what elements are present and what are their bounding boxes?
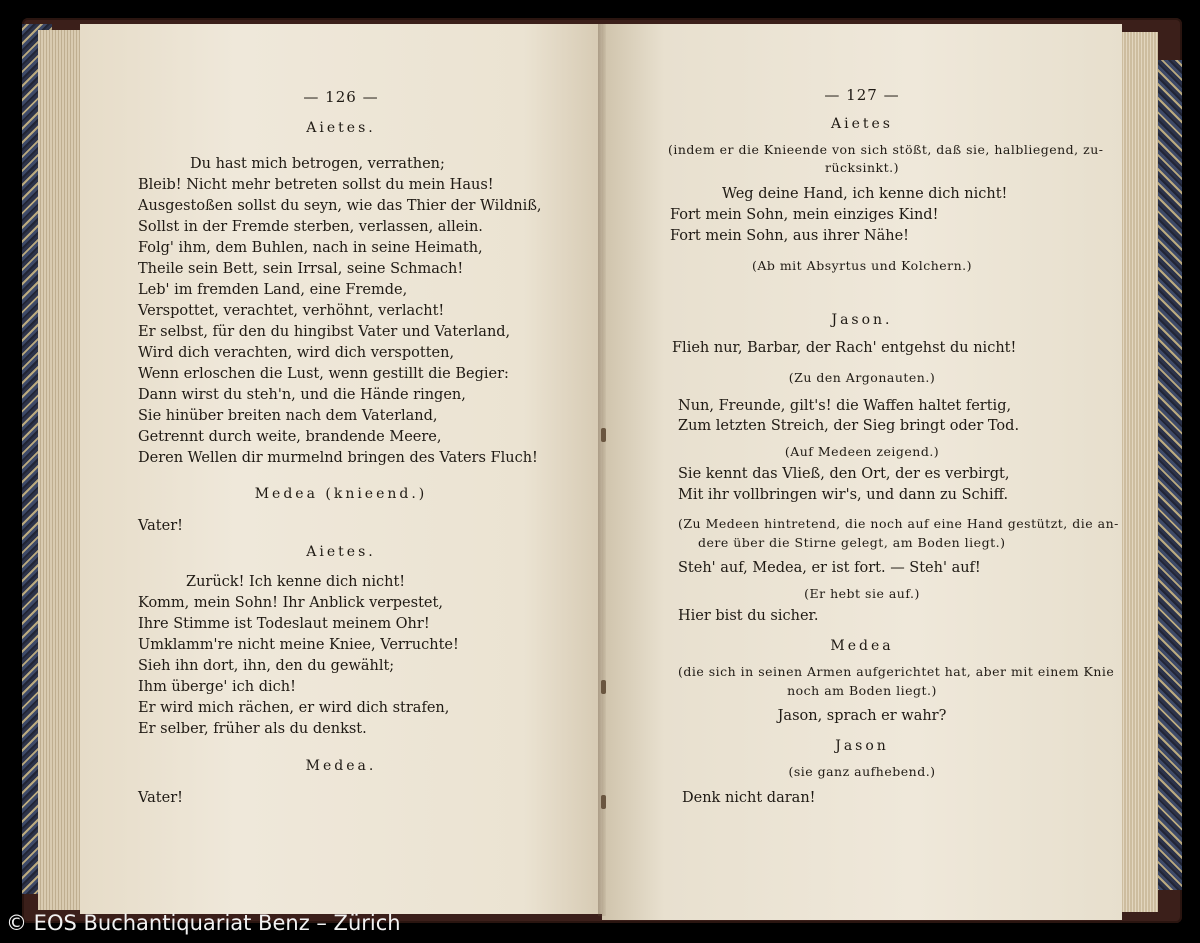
verse-line: Deren Wellen dir murmelnd bringen des Vaters Fluch! <box>138 450 538 466</box>
verse-line: Nun, Freunde, gilt's! die Waffen haltet fertig, <box>678 398 1012 414</box>
verse-line: Zum letzten Streich, der Sieg bringt oder Tod. <box>678 418 1020 434</box>
stage-direction: rücksinkt.) <box>824 160 899 175</box>
photo-credit-watermark: © EOS Buchantiquariat Benz – Zürich <box>6 911 401 935</box>
stage-direction: (Er hebt sie auf.) <box>804 586 920 601</box>
stage-direction: (Zu den Argonauten.) <box>788 370 936 385</box>
stage-direction: (die sich in seinen Armen aufgerichtet hat, aber mit einem Knie <box>678 664 1115 679</box>
speaker-name: Jason <box>835 738 889 754</box>
verse-line: Zurück! Ich kenne dich nicht! <box>186 574 406 590</box>
verse-line: Wird dich verachten, wird dich verspotten, <box>138 345 455 361</box>
speaker-name: Aietes. <box>306 544 376 560</box>
speaker-name: Aietes <box>831 116 893 132</box>
stage-direction: noch am Boden liegt.) <box>787 683 937 698</box>
stage-direction: (Zu Medeen hintretend, die noch auf eine Hand gestützt, die an- <box>678 516 1119 531</box>
verse-line: Du hast mich betrogen, verrathen; <box>190 156 445 172</box>
verse-line: Komm, mein Sohn! Ihr Anblick verpestet, <box>138 595 443 611</box>
verse-line: Sie hinüber breiten nach dem Vaterland, <box>138 408 438 424</box>
verse-line: Er wird mich rächen, er wird dich strafen, <box>138 700 450 716</box>
page-number: — 126 — <box>303 88 379 106</box>
verse-line: Er selber, früher als du denkst. <box>138 721 367 737</box>
verse-line: Weg deine Hand, ich kenne dich nicht! <box>722 186 1008 202</box>
verse-line: Er selbst, für den du hingibst Vater und Vaterland, <box>138 324 511 340</box>
left-page <box>80 24 602 914</box>
verse-line: Leb' im fremden Land, eine Fremde, <box>138 282 408 298</box>
right-page <box>602 24 1122 920</box>
page-number: — 127 — <box>824 86 900 104</box>
verse-line: Folg' ihm, dem Buhlen, nach in seine Heimath, <box>138 240 483 256</box>
verse-line: Denk nicht daran! <box>682 790 816 806</box>
verse-line: Dann wirst du steh'n, und die Hände ringen, <box>138 387 466 403</box>
verse-line: Sie kennt das Vließ, den Ort, der es verbirgt, <box>678 466 1010 482</box>
verse-line: Theile sein Bett, sein Irrsal, seine Schmach! <box>138 261 464 277</box>
speaker-name: Medea (knieend.) <box>254 486 428 502</box>
speaker-name: Jason. <box>831 312 893 328</box>
verse-line: Bleib! Nicht mehr betreten sollst du mein Haus! <box>138 177 494 193</box>
page-stack-right <box>1118 32 1158 912</box>
verse-line: Vater! <box>138 518 183 534</box>
speaker-name: Aietes. <box>306 120 376 136</box>
verse-line: Getrennt durch weite, brandende Meere, <box>138 429 442 445</box>
binding-stitch <box>601 428 606 442</box>
verse-line: Umklamm're nicht meine Kniee, Verruchte! <box>138 637 459 653</box>
stage-direction: (Auf Medeen zeigend.) <box>784 444 940 459</box>
page-stack-left <box>38 30 84 910</box>
verse-line: Fort mein Sohn, aus ihrer Nähe! <box>670 228 909 244</box>
verse-line: Steh' auf, Medea, er ist fort. — Steh' auf! <box>678 560 981 576</box>
verse-line: Sieh ihn dort, ihn, den du gewählt; <box>138 658 395 674</box>
verse-line: Flieh nur, Barbar, der Rach' entgehst du nicht! <box>672 340 1017 356</box>
binding-stitch <box>601 680 606 694</box>
verse-line: Ihm überge' ich dich! <box>138 679 296 695</box>
speaker-name: Medea <box>830 638 894 654</box>
speaker-name: Medea. <box>305 758 377 774</box>
book-gutter <box>598 24 606 916</box>
verse-line: Vater! <box>138 790 183 806</box>
verse-line: Mit ihr vollbringen wir's, und dann zu Schiff. <box>678 487 1009 503</box>
verse-line: Sollst in der Fremde sterben, verlassen, allein. <box>138 219 483 235</box>
verse-line: Hier bist du sicher. <box>678 608 819 624</box>
verse-line: Fort mein Sohn, mein einziges Kind! <box>670 207 939 223</box>
verse-line: Jason, sprach er wahr? <box>777 708 947 724</box>
stage-direction: dere über die Stirne gelegt, am Boden liegt.) <box>698 535 1006 550</box>
verse-line: Ihre Stimme ist Todeslaut meinem Ohr! <box>138 616 430 632</box>
verse-line: Ausgestoßen sollst du seyn, wie das Thier der Wildniß, <box>138 198 542 214</box>
stage-direction: (sie ganz aufhebend.) <box>788 764 936 779</box>
stage-direction: (Ab mit Absyrtus und Kolchern.) <box>751 258 973 273</box>
binding-stitch <box>601 795 606 809</box>
stage-direction: (indem er die Knieende von sich stößt, daß sie, halbliegend, zu- <box>668 142 1104 157</box>
verse-line: Wenn erloschen die Lust, wenn gestillt die Begier: <box>138 366 509 382</box>
verse-line: Verspottet, verachtet, verhöhnt, verlacht! <box>138 303 445 319</box>
